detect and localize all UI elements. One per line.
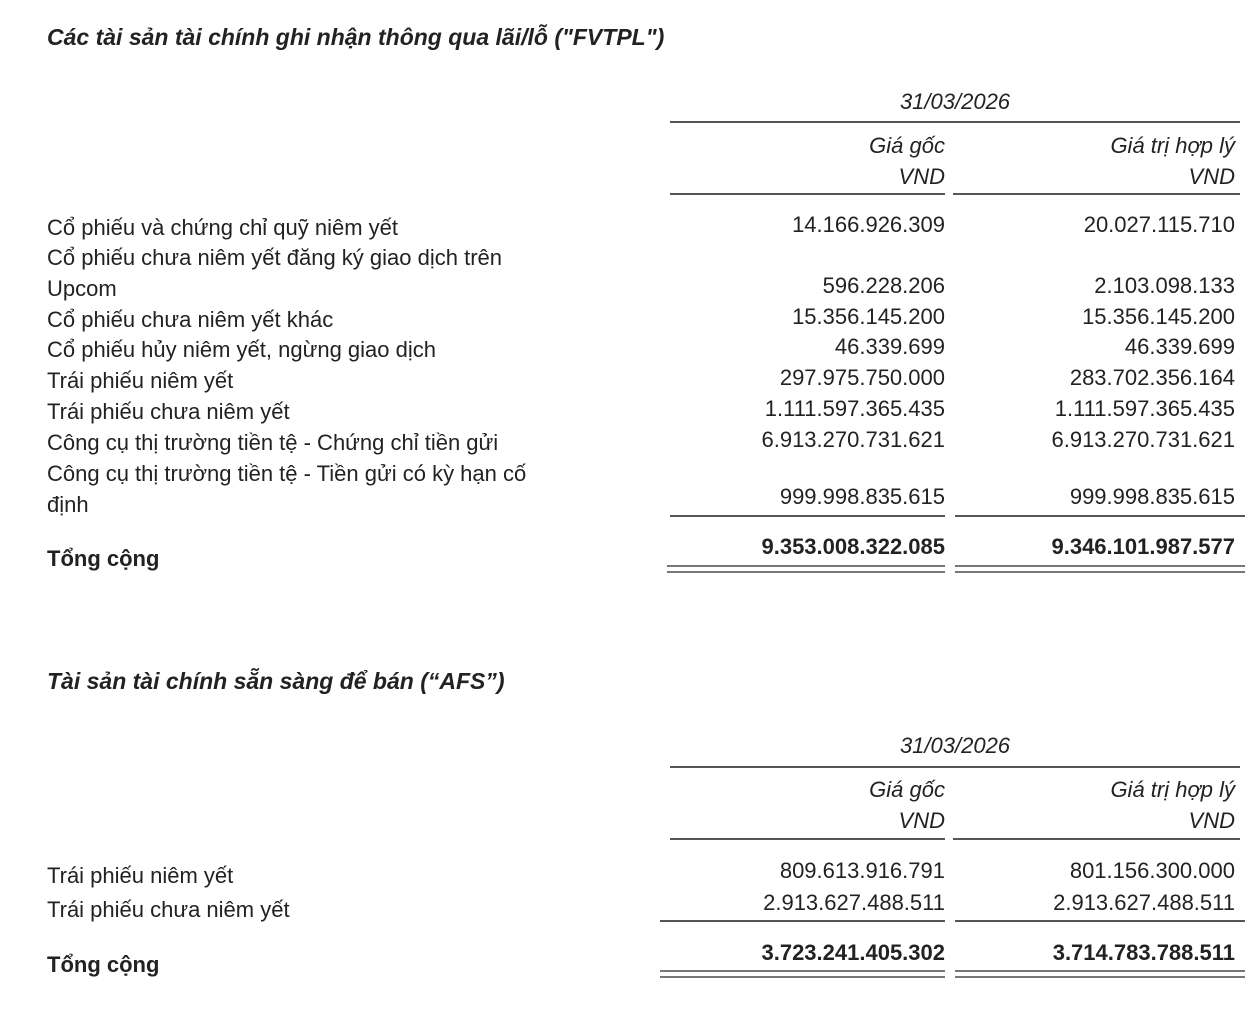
row-label-continued: định [47, 492, 89, 517]
cost-header-unit: VND [898, 808, 945, 833]
row-label: Cổ phiếu chưa niêm yết khác [47, 307, 334, 332]
row-fair: 20.027.115.710 [1083, 212, 1235, 237]
row-cost: 46.339.699 [834, 334, 945, 359]
afs-fair-header [955, 774, 1235, 836]
row-cost: 15.356.145.200 [792, 304, 945, 329]
fvtpl-total-double-rule-cost [667, 565, 945, 573]
row-fair: 999.998.835.615 [1069, 484, 1235, 509]
afs-section-title: Tài sản tài chính sẵn sàng để bán (“AFS”) [47, 668, 505, 694]
total-label: Tổng cộng [47, 546, 160, 571]
afs-fair-header-rule [953, 838, 1240, 840]
row-cost: 1.111.597.365.435 [764, 396, 945, 421]
row-fair: 283.702.356.164 [1069, 365, 1235, 390]
row-label: Cổ phiếu chưa niêm yết đăng ký giao dịch trên [47, 245, 502, 270]
row-label: Trái phiếu chưa niêm yết [47, 399, 290, 424]
fvtpl-cost-header [670, 130, 945, 192]
afs-total-double-rule-cost [660, 970, 945, 978]
row-fair: 2.913.627.488.511 [1053, 890, 1235, 915]
afs-subtotal-rule-fair [955, 920, 1245, 922]
row-fair: 46.339.699 [1124, 334, 1235, 359]
afs-date-header: 31/03/2026 [899, 733, 1011, 758]
row-fair: 15.356.145.200 [1082, 304, 1235, 329]
row-fair: 2.103.098.133 [1094, 273, 1235, 298]
fvtpl-section-title: Các tài sản tài chính ghi nhận thông qua lãi/lỗ ("FVTPL") [47, 24, 665, 50]
row-cost: 2.913.627.488.511 [763, 890, 945, 915]
row-label: Cổ phiếu hủy niêm yết, ngừng giao dịch [47, 337, 436, 362]
row-label-continued: Upcom [47, 276, 117, 301]
cost-header-label: Giá gốc [869, 133, 945, 158]
row-cost: 297.975.750.000 [779, 365, 945, 390]
row-label: Trái phiếu niêm yết [47, 368, 234, 393]
afs-total-double-rule-fair [955, 970, 1245, 978]
fair-header-label: Giá trị hợp lý [1110, 133, 1235, 158]
fvtpl-fair-header [955, 130, 1235, 192]
row-cost: 14.166.926.309 [792, 212, 945, 237]
fvtpl-date-header: 31/03/2026 [899, 89, 1011, 114]
fvtpl-subtotal-rule-cost [670, 515, 945, 517]
row-fair: 801.156.300.000 [1069, 858, 1235, 883]
afs-subtotal-rule-cost [660, 920, 945, 922]
row-label: Công cụ thị trường tiền tệ - Chứng chỉ tiền gửi [47, 430, 499, 455]
cost-header-label: Giá gốc [869, 777, 945, 802]
row-cost: 999.998.835.615 [779, 484, 945, 509]
fair-header-label: Giá trị hợp lý [1110, 777, 1235, 802]
row-fair: 1.111.597.365.435 [1054, 396, 1235, 421]
row-label: Trái phiếu niêm yết [47, 863, 234, 888]
total-fair: 9.346.101.987.577 [1051, 534, 1235, 559]
cost-header-unit: VND [898, 164, 945, 189]
fvtpl-cost-header-rule [670, 193, 945, 195]
row-cost: 6.913.270.731.621 [761, 427, 945, 452]
afs-date-rule [670, 766, 1240, 768]
fvtpl-fair-header-rule [953, 193, 1240, 195]
fvtpl-subtotal-rule-fair [955, 515, 1245, 517]
row-cost: 809.613.916.791 [779, 858, 945, 883]
row-fair: 6.913.270.731.621 [1051, 427, 1235, 452]
total-cost: 9.353.008.322.085 [761, 534, 945, 559]
total-fair: 3.714.783.788.511 [1052, 940, 1235, 965]
total-cost: 3.723.241.405.302 [761, 940, 945, 965]
fvtpl-date-rule [670, 121, 1240, 123]
afs-cost-header [670, 774, 945, 836]
afs-cost-header-rule [670, 838, 945, 840]
row-label: Cổ phiếu và chứng chỉ quỹ niêm yết [47, 215, 399, 240]
row-cost: 596.228.206 [822, 273, 945, 298]
total-label: Tổng cộng [47, 952, 160, 977]
row-label: Trái phiếu chưa niêm yết [47, 897, 290, 922]
fvtpl-total-double-rule-fair [955, 565, 1245, 573]
fair-header-unit: VND [1188, 164, 1235, 189]
fair-header-unit: VND [1188, 808, 1235, 833]
row-label: Công cụ thị trường tiền tệ - Tiền gửi có kỳ hạn cố [47, 461, 527, 486]
